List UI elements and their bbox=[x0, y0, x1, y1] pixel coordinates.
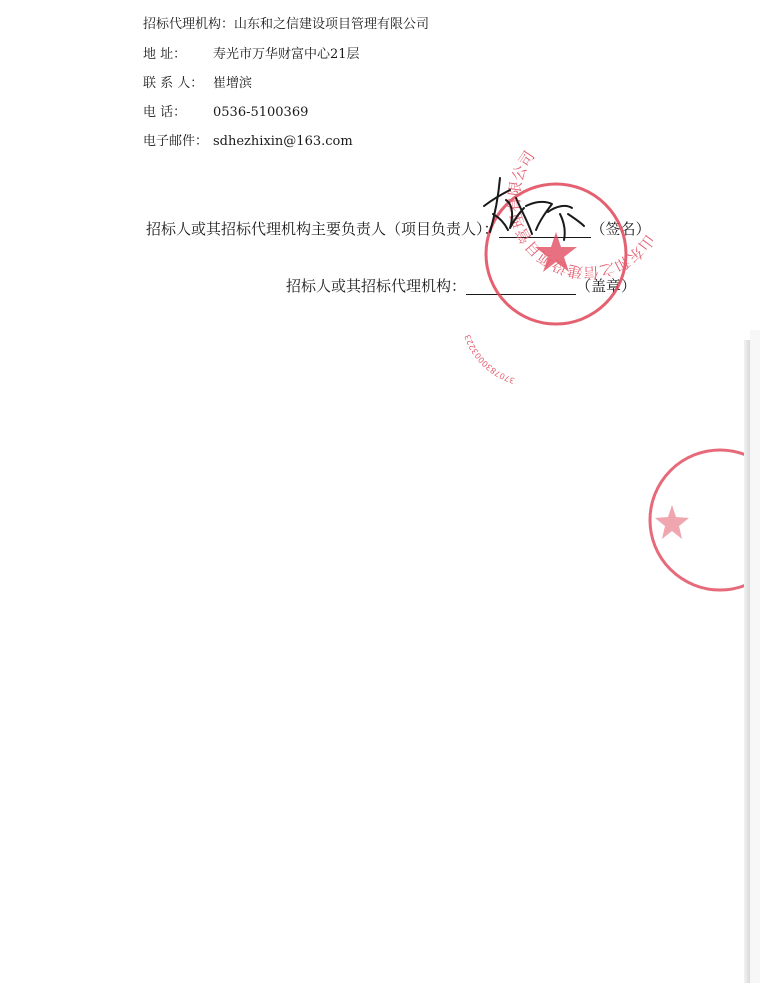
seal-ring-text: 山东和之信建设项目管理有限公司 bbox=[505, 147, 659, 282]
seal-suffix: （盖章） bbox=[576, 277, 637, 295]
company-seal bbox=[453, 147, 665, 385]
responsible-label: 招标人或其招标代理机构主要负责人（项目负责人）： bbox=[146, 220, 499, 238]
address-value: 寿光市万华财富中心21层 bbox=[213, 47, 360, 62]
scan-edge bbox=[750, 330, 760, 983]
org-label: 招标人或其招标代理机构： bbox=[286, 277, 467, 295]
seal-code: 3707830003223 bbox=[463, 333, 516, 386]
sign-suffix: （签名） bbox=[590, 220, 651, 238]
phone-value: 0536-5100369 bbox=[213, 105, 309, 120]
contact-person-value: 崔增滨 bbox=[213, 76, 253, 91]
email-label: 电子邮件： bbox=[143, 134, 209, 149]
email-value: sdhezhixin@163.com bbox=[213, 134, 353, 149]
address-label: 地 址： bbox=[143, 47, 187, 62]
phone-label: 电 话： bbox=[143, 105, 187, 120]
scan-edge-shadow bbox=[744, 340, 750, 983]
agency-value: 山东和之信建设项目管理有限公司 bbox=[234, 17, 430, 32]
agency-label: 招标代理机构： bbox=[143, 17, 235, 32]
partial-seal-star-icon bbox=[655, 505, 689, 539]
contact-person-label: 联 系 人： bbox=[143, 76, 204, 91]
